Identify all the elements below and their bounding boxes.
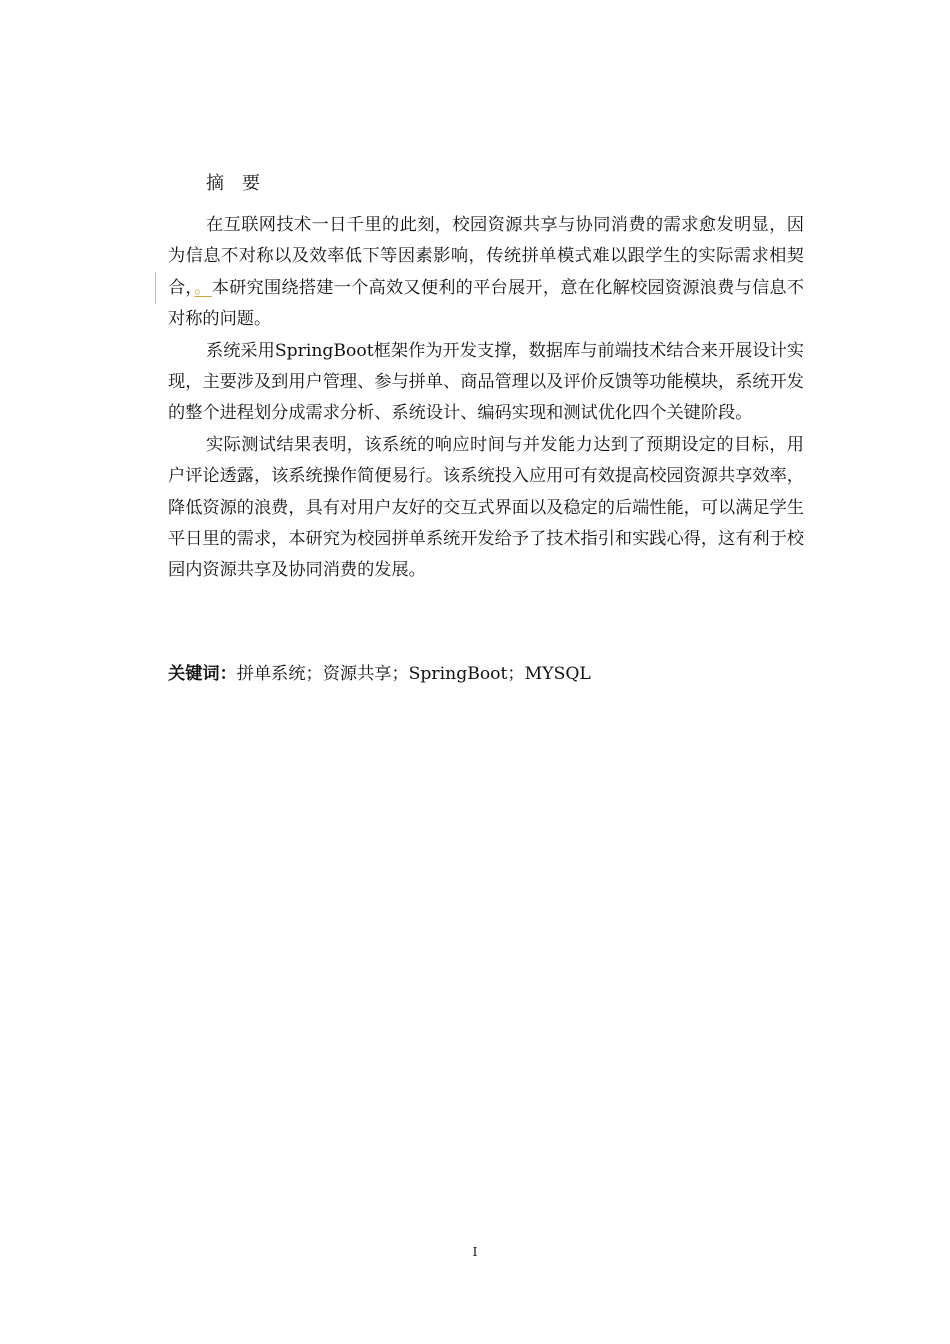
abstract-paragraph-2: 系统采用SpringBoot框架作为开发支撑，数据库与前端技术结合来开展设计实现，主要涉及到用户管理、参与拼单、商品管理以及评价反馈等功能模块，系统开发的整个进程划分成需求分析、系统设计、编码实现和测试优化四个关键阶段。	[168, 340, 804, 424]
paragraph-1-text-after: 本研究围绕搭建一个高效又便利的平台展开，意在化解校园资源浪费与信息不对称的问题。	[168, 277, 804, 330]
tracked-change-mark[interactable]: 。	[194, 277, 212, 298]
abstract-heading: 摘 要	[206, 173, 260, 194]
keywords-text: 拼单系统；资源共享；SpringBoot；MYSQL	[236, 664, 591, 684]
abstract-body	[168, 210, 804, 587]
keywords-line	[168, 660, 591, 688]
abstract-paragraph-3: 实际测试结果表明，该系统的响应时间与并发能力达到了预期设定的目标，用户评论透露，该系统操作简便易行。该系统投入应用可有效提高校园资源共享效率，降低资源的浪费，具有对用户友好的交互式界面以及稳定的后端性能，可以满足学生平日里的需求，本研究为校园拼单系统开发给予了技术指引和实践心得，这有利于校园内资源共享及协同消费的发展。	[168, 434, 804, 581]
keywords-label: 关键词：	[168, 664, 237, 684]
revision-change-bar	[155, 272, 156, 304]
paragraph-1-text-before: 在互联网技术一日千里的此刻，校园资源共享与协同消费的需求愈发明显，因为信息不对称以及效率低下等因素影响，传统拼单模式难以跟学生的实际需求相契合，	[168, 215, 804, 298]
page-number: I	[472, 1245, 478, 1259]
abstract-paragraph-1	[168, 210, 804, 336]
